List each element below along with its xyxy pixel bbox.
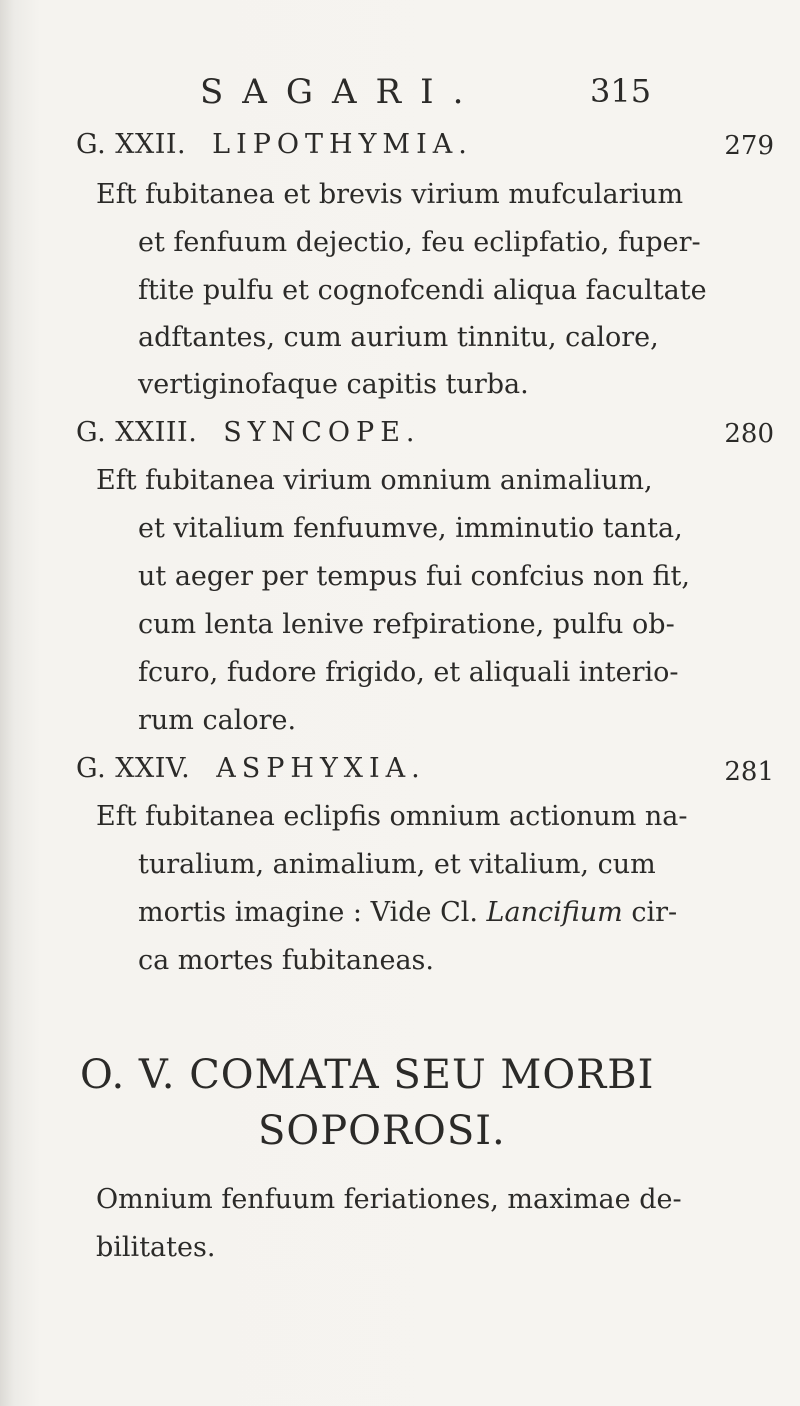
section-heading-syncope [76, 418, 421, 448]
text-line: Eft fubitanea et brevis virium mufcularium [96, 179, 684, 210]
text-line: ftite pulfu et cognofcendi aliqua facultate [138, 275, 707, 306]
section-title: ASPHYXIA. [216, 753, 426, 784]
order-heading-continued: SOPOROSI. [258, 1108, 506, 1154]
text-line: adftantes, cum aurium tinnitu, calore, [138, 322, 659, 353]
section-code: G. XXIII. [76, 417, 198, 448]
text-line: Eft fubitanea virium omnium animalium, [96, 465, 653, 496]
text-line: fcuro, fudore frigido, et aliquali interio- [138, 657, 679, 688]
author-name: Lancifium [486, 897, 623, 928]
text-line: turalium, animalium, et vitalium, cum [138, 849, 656, 880]
order-heading: O. V. COMATA SEU MORBI [80, 1052, 655, 1098]
section-title: SYNCOPE. [223, 417, 421, 448]
section-heading-lipothymia [76, 130, 473, 160]
margin-number: 281 [724, 757, 774, 787]
text-line: Eft fubitanea eclipfis omnium actionum na- [96, 801, 688, 832]
text-segment: cir- [622, 897, 678, 928]
margin-number: 280 [724, 419, 774, 449]
text-line: rum calore. [138, 705, 297, 736]
text-line: ca mortes fubitaneas. [138, 945, 434, 976]
section-heading-asphyxia [76, 754, 426, 784]
text-line: cum lenta lenive refpiratione, pulfu ob- [138, 609, 675, 640]
running-head-title: SAGARI. [200, 72, 483, 112]
section-code: G. XXIV. [76, 753, 191, 784]
page-number: 315 [590, 72, 652, 110]
text-line: et fenfuum dejectio, feu eclipfatio, fuper- [138, 227, 701, 258]
running-head [200, 72, 652, 112]
text-line: ut aeger per tempus fui confcius non fit, [138, 561, 690, 592]
margin-number: 279 [724, 131, 774, 161]
text-line: Omnium fenfuum feriationes, maximae de- [96, 1184, 682, 1215]
section-title: LIPOTHYMIA. [212, 129, 473, 160]
text-segment: mortis imagine : Vide Cl. [138, 897, 487, 928]
text-line [138, 898, 677, 928]
text-line: vertiginofaque capitis turba. [138, 369, 529, 400]
text-line: et vitalium fenfuumve, imminutio tanta, [138, 513, 683, 544]
text-line: bilitates. [96, 1232, 216, 1263]
section-code: G. XXII. [76, 129, 187, 160]
